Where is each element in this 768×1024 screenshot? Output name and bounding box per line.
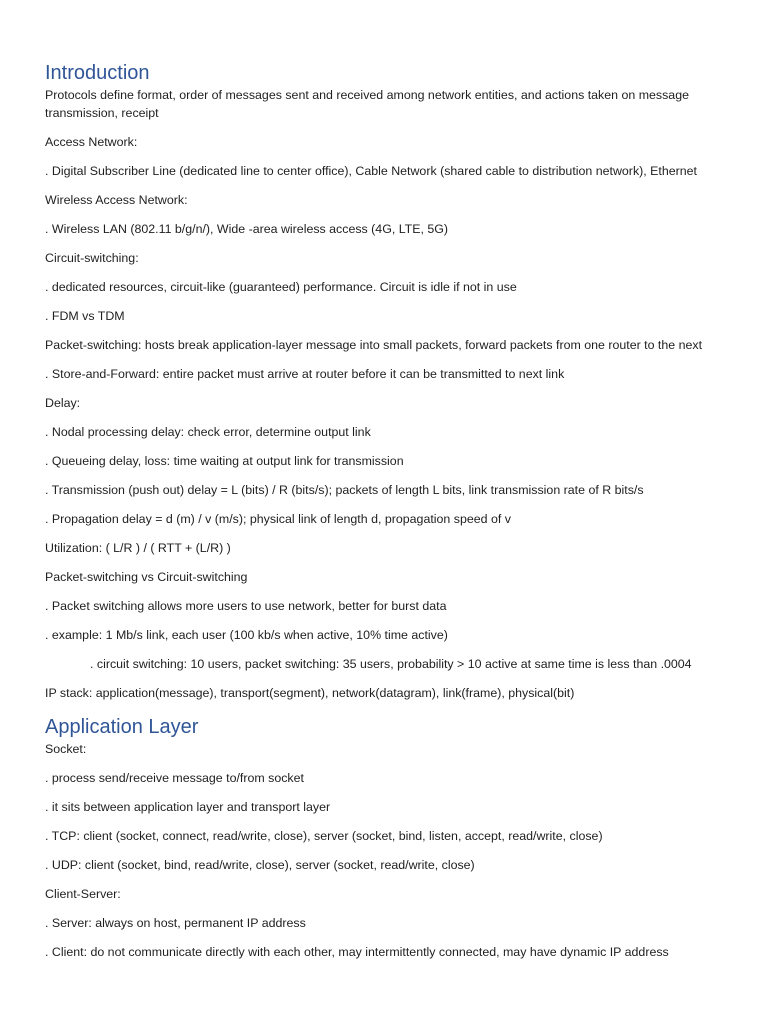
line-wireless-access: Wireless Access Network: (45, 193, 188, 207)
line-tcp: . TCP: client (socket, connect, read/write, close), server (socket, bind, listen, accept, read/write, close) (45, 829, 603, 843)
line-nodal-delay: . Nodal processing delay: check error, determine output link (45, 425, 371, 439)
line-packet-switching: Packet-switching: hosts break application-layer message into small packets, forward packets from one router to the next (45, 338, 703, 352)
line-wireless-detail: . Wireless LAN (802.11 b/g/n/), Wide -area wireless access (4G, LTE, 5G) (45, 222, 449, 236)
line-socket-process: . process send/receive message to/from socket (45, 771, 304, 785)
line-fdm-tdm: . FDM vs TDM (45, 309, 125, 323)
line-udp: . UDP: client (socket, bind, read/write, close), server (socket, read/write, close) (45, 858, 475, 872)
section-heading-application-layer: Application Layer (45, 716, 199, 738)
line-packet-more-users: . Packet switching allows more users to use network, better for burst data (45, 599, 447, 613)
line-utilization: Utilization: ( L/R ) / ( RTT + (L/R) ) (45, 541, 231, 555)
document-page (45, 60, 735, 972)
line-client-server: Client-Server: (45, 887, 121, 901)
line-example: . example: 1 Mb/s link, each user (100 kb/s when active, 10% time active) (45, 628, 448, 642)
line-packet-vs-circuit: Packet-switching vs Circuit-switching (45, 570, 248, 584)
line-ip-stack: IP stack: application(message), transport(segment), network(datagram), link(frame), physical(bit) (45, 686, 575, 700)
line-access-network: Access Network: (45, 135, 138, 149)
line-transmission-delay: . Transmission (push out) delay = L (bits) / R (bits/s); packets of length L bits, link transmission rate of R bits/s (45, 483, 644, 497)
line-circuit-switching: Circuit-switching: (45, 251, 139, 265)
line-circuit-detail: . dedicated resources, circuit-like (guaranteed) performance. Circuit is idle if not in use (45, 280, 517, 294)
line-access-network-detail: . Digital Subscriber Line (dedicated line to center office), Cable Network (shared cable to distribution network), Ethernet (45, 164, 697, 178)
section-heading-introduction: Introduction (45, 62, 150, 84)
line-propagation-delay: . Propagation delay = d (m) / v (m/s); physical link of length d, propagation speed of v (45, 512, 511, 526)
line-socket-position: . it sits between application layer and transport layer (45, 800, 331, 814)
line-store-and-forward: . Store-and-Forward: entire packet must arrive at router before it can be transmitted to next link (45, 367, 565, 381)
line-server: . Server: always on host, permanent IP address (45, 916, 306, 930)
paragraph-protocols: Protocols define format, order of messages sent and received among network entities, and actions taken on message transmission, receipt (45, 88, 689, 120)
line-queueing-delay: . Queueing delay, loss: time waiting at output link for transmission (45, 454, 404, 468)
line-client: . Client: do not communicate directly with each other, may intermittently connected, may have dynamic IP address (45, 945, 669, 959)
line-socket: Socket: (45, 742, 87, 756)
line-example-detail: . circuit switching: 10 users, packet switching: 35 users, probability > 10 active at same time is less than .0004 (90, 657, 692, 671)
line-delay: Delay: (45, 396, 81, 410)
